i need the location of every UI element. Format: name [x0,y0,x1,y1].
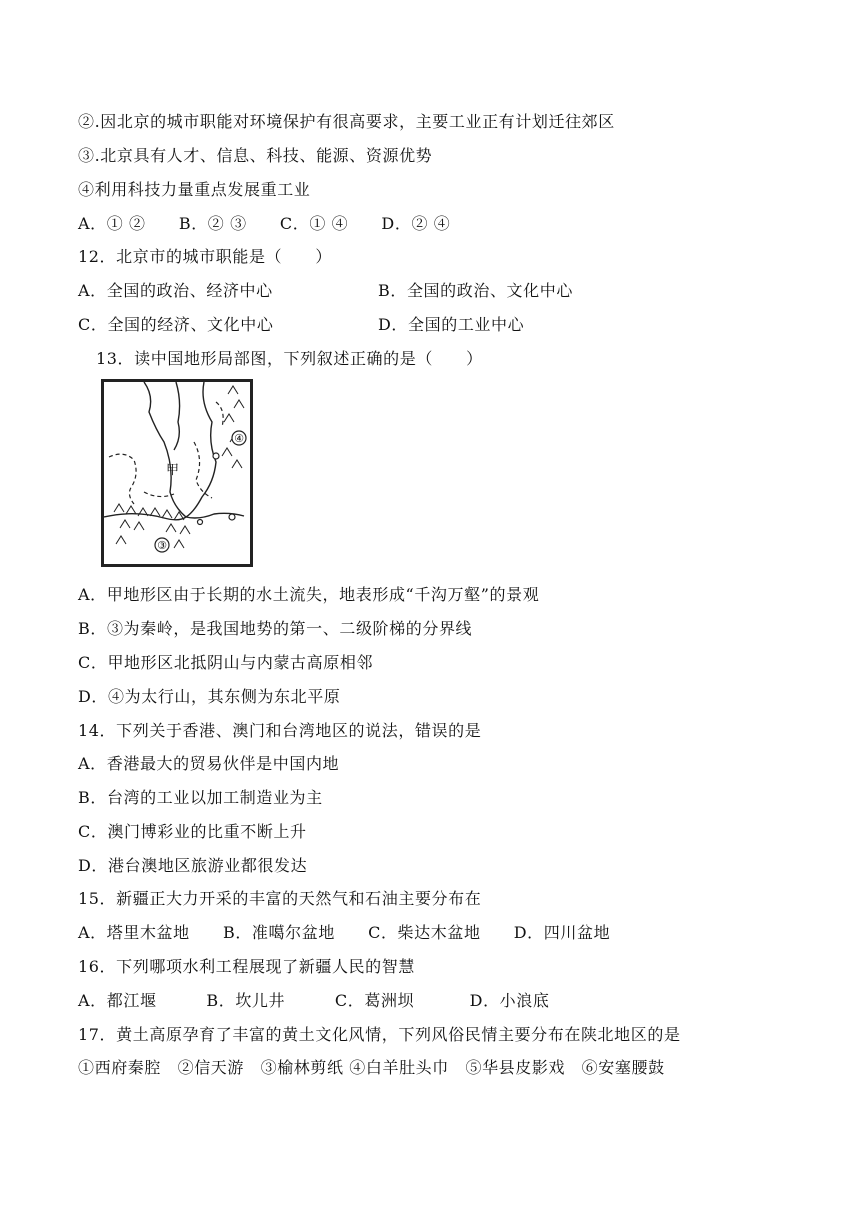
q14-option-b: B．台湾的工业以加工制造业为主 [78,788,323,807]
q11-item4: ④利用科技力量重点发展重工业 [78,180,311,199]
q13-option-b: B．③为秦岭，是我国地势的第一、二级阶梯的分界线 [78,619,473,638]
q13-option-d: D．④为太行山，其东侧为东北平原 [78,687,341,706]
q13-option-a: A．甲地形区由于长期的水土流失，地表形成“千沟万壑”的景观 [78,585,540,604]
q14-option-d: D．港台澳地区旅游业都很发达 [78,856,308,875]
q14-option-c: C．澳门博彩业的比重不断上升 [78,822,307,841]
q12-option-b: B．全国的政治、文化中心 [378,281,573,300]
q14-stem: 14．下列关于香港、澳门和台湾地区的说法，错误的是 [78,721,482,740]
q15-stem: 15．新疆正大力开采的丰富的天然气和石油主要分布在 [78,889,482,908]
q12-option-c: C．全国的经济、文化中心 [78,315,274,334]
q14-option-a: A．香港最大的贸易伙伴是中国内地 [78,754,340,773]
q13-option-c: C．甲地形区北抵阴山与内蒙古高原相邻 [78,653,374,672]
map-label-3: ③ [157,539,167,552]
q12-option-a: A．全国的政治、经济中心 [78,281,273,300]
terrain-map-drawing [104,382,250,564]
map-label-jia: 甲 [166,463,180,478]
q12-stem: 12．北京市的城市职能是（ ） [78,247,332,266]
terrain-map [101,379,253,567]
q17-stem: 17．黄土高原孕育了丰富的黄土文化风情，下列风俗民情主要分布在陕北地区的是 [78,1025,681,1044]
map-label-4: ④ [234,432,244,445]
q11-item2: ②.因北京的城市职能对环境保护有很高要求，主要工业正有计划迁往郊区 [78,112,615,131]
q11-options: A．① ② B．② ③ C．① ④ D．② ④ [78,214,451,233]
q16-stem: 16．下列哪项水利工程展现了新疆人民的智慧 [78,957,415,976]
q12-option-d: D．全国的工业中心 [378,315,525,334]
q16-options: A．都江堰 B．坎儿井 C．葛洲坝 D．小浪底 [78,991,550,1010]
q11-item3: ③.北京具有人才、信息、科技、能源、资源优势 [78,146,433,165]
q15-options: A．塔里木盆地 B．准噶尔盆地 C．柴达木盆地 D．四川盆地 [78,923,611,942]
q13-stem: 13．读中国地形局部图，下列叙述正确的是（ ） [96,349,483,368]
q17-items: ①西府秦腔 ②信天游 ③榆林剪纸 ④白羊肚头巾 ⑤华县皮影戏 ⑥安塞腰鼓 [78,1058,665,1077]
